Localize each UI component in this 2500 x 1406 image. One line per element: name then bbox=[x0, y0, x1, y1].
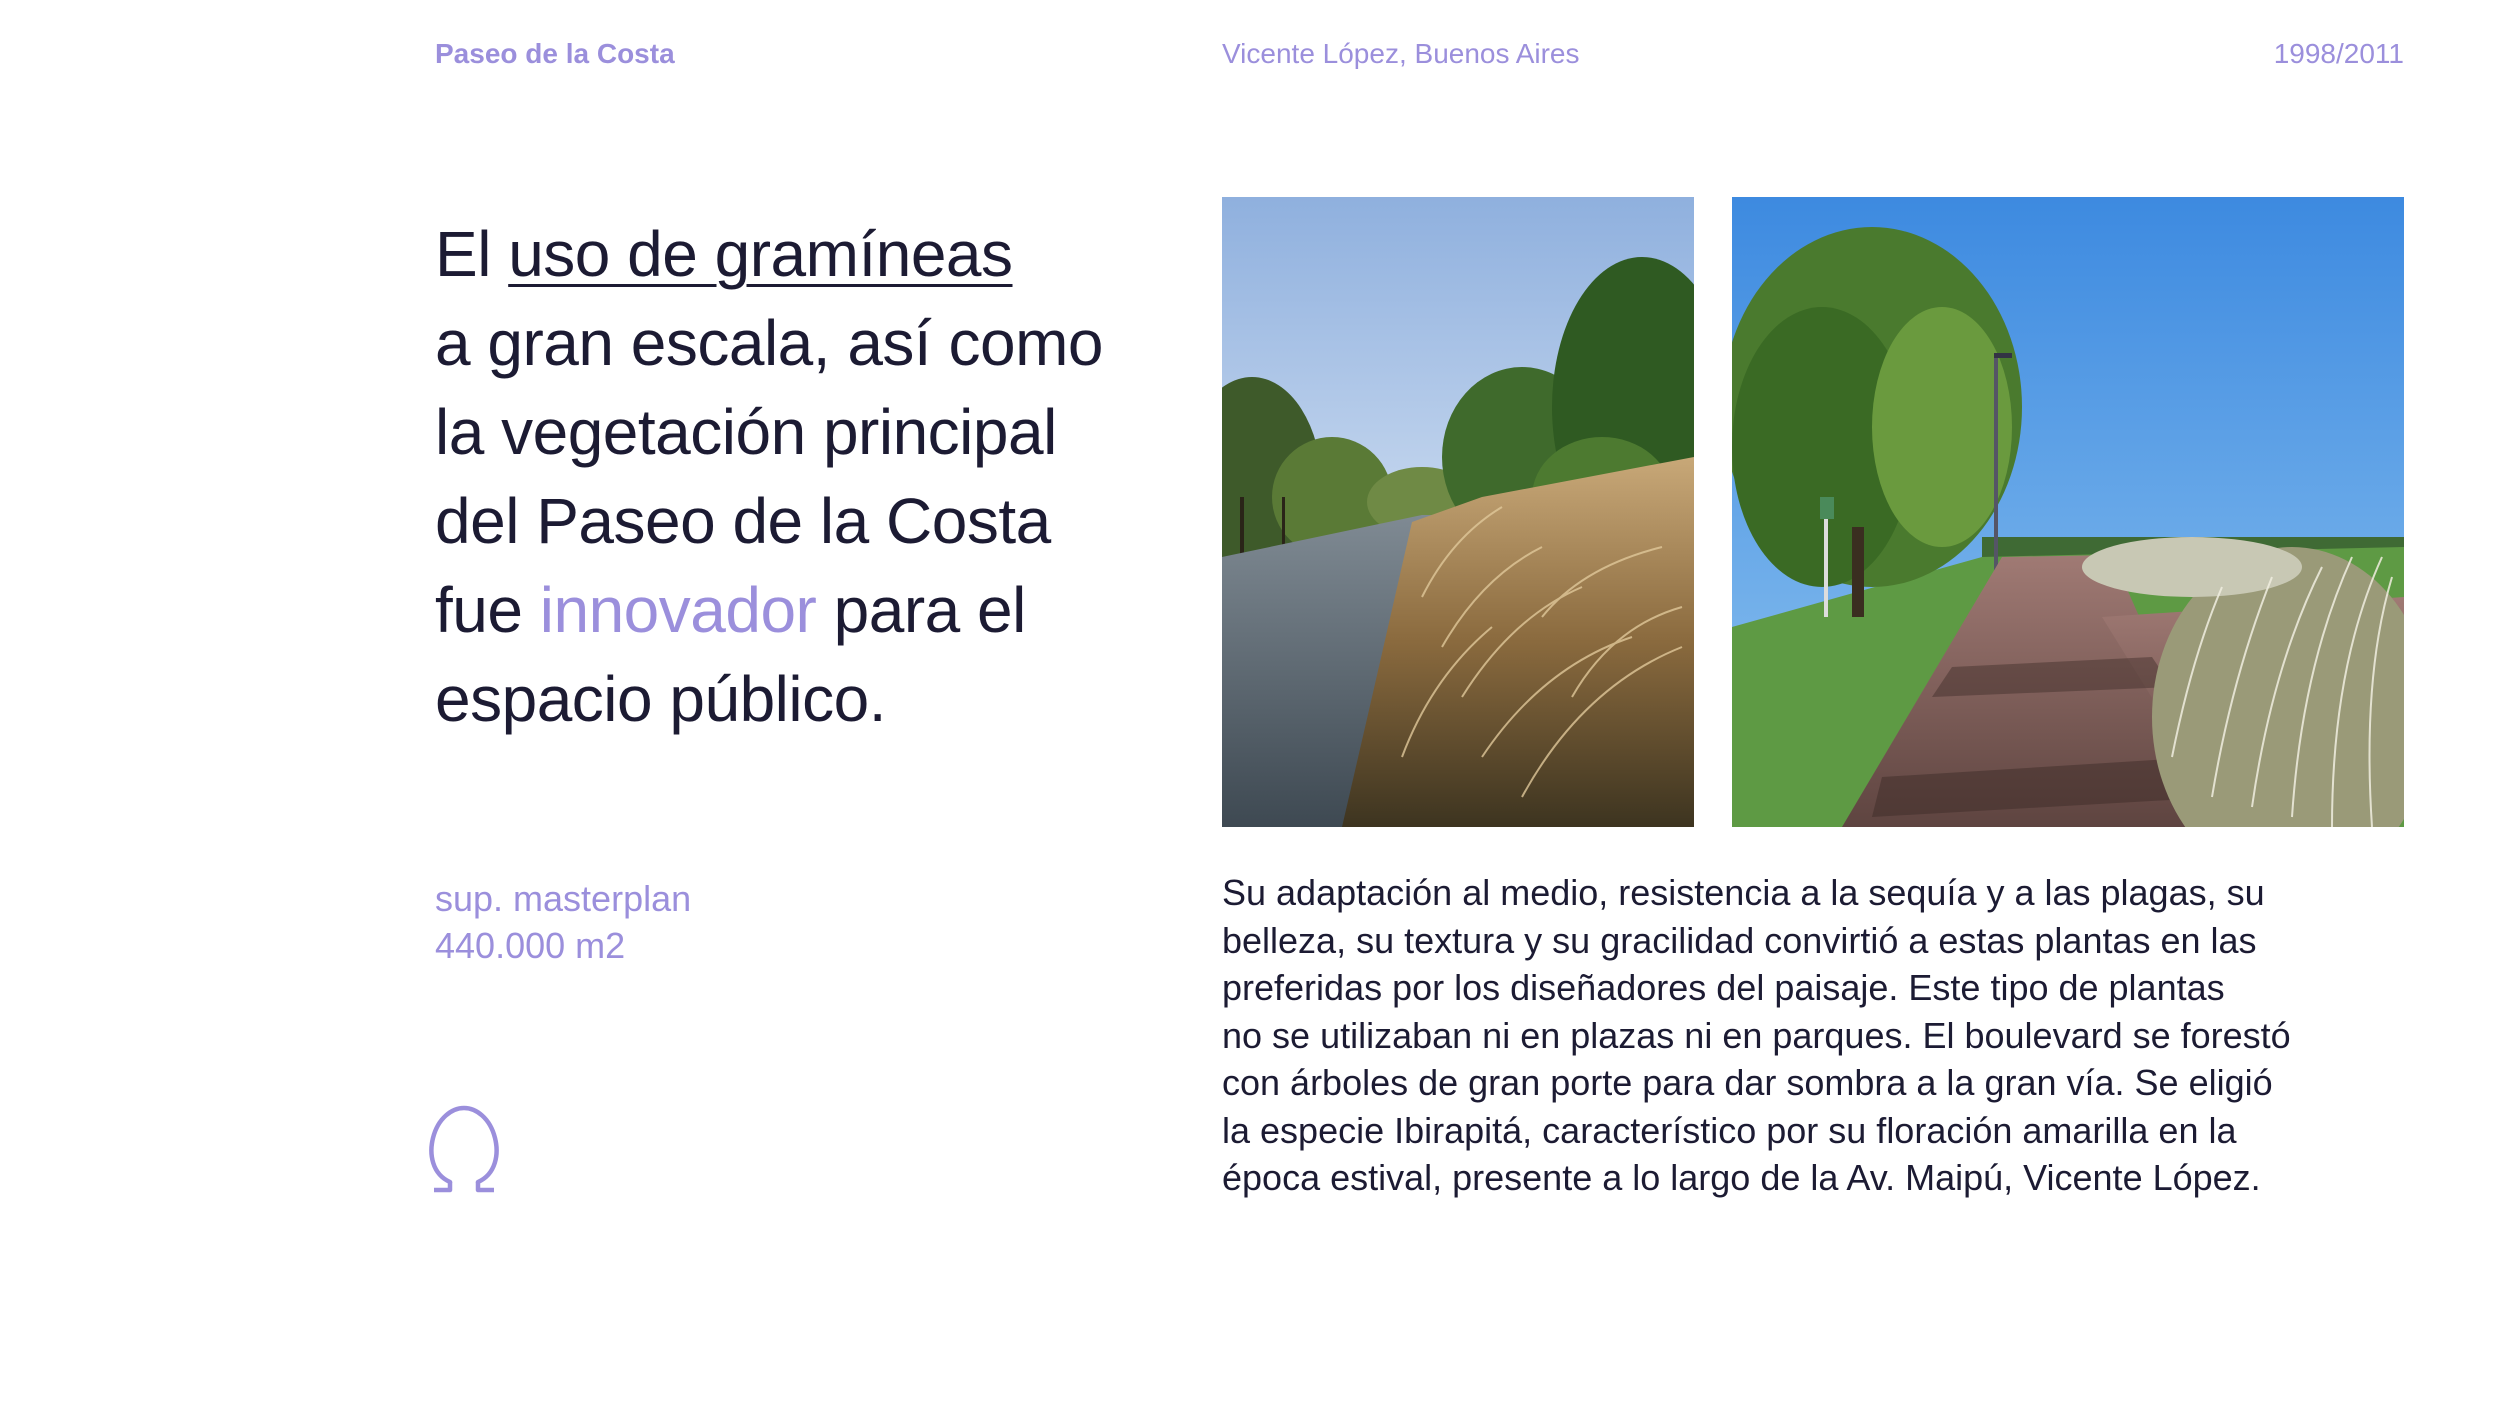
headline-line-4: del Paseo de la Costa bbox=[435, 485, 1051, 557]
header-project-name: Paseo de la Costa bbox=[435, 38, 675, 69]
description-paragraph bbox=[1222, 869, 2412, 1202]
stats-value: 440.000 m2 bbox=[435, 925, 626, 966]
photo-paved-path-willow bbox=[1732, 197, 2404, 827]
tree-logo-icon bbox=[428, 1100, 500, 1194]
description-line: no se utilizaban ni en plazas ni en parques. El boulevard se forestó bbox=[1222, 1014, 2291, 1056]
header-years: 1998/2011 bbox=[2273, 38, 2404, 69]
headline-line-5-after: para el bbox=[816, 574, 1026, 646]
headline-line-2: a gran escala, así como bbox=[435, 307, 1103, 379]
headline-prefix: El bbox=[435, 218, 509, 290]
headline-line-5 bbox=[435, 566, 1195, 655]
headline-line-1 bbox=[435, 210, 1195, 299]
description-line: la especie Ibirapitá, característico por su floración amarilla en la bbox=[1222, 1109, 2237, 1151]
headline-highlight: innovador bbox=[539, 574, 817, 646]
headline-line-6: espacio público. bbox=[435, 663, 886, 735]
headline-underlined-phrase: uso de gramíneas bbox=[508, 218, 1013, 290]
stats-label: sup. masterplan bbox=[435, 878, 692, 919]
description-line: con árboles de gran porte para dar sombra a la gran vía. Se eligió bbox=[1222, 1062, 2273, 1103]
header-location: Vicente López, Buenos Aires bbox=[1222, 38, 1580, 69]
headline-line-3: la vegetación principal bbox=[435, 396, 1057, 468]
headline bbox=[435, 210, 1195, 744]
masterplan-stats bbox=[435, 875, 691, 969]
description-line: época estival, presente a lo largo de la Av. Maipú, Vicente López. bbox=[1222, 1157, 2261, 1198]
photo-road-grasses bbox=[1222, 197, 1694, 827]
headline-line-5-before: fue bbox=[435, 574, 540, 646]
description-line: preferidas por los diseñadores del paisaje. Este tipo de plantas bbox=[1222, 967, 2225, 1008]
description-line: Su adaptación al medio, resistencia a la sequía y a las plagas, su bbox=[1222, 872, 2265, 913]
description-line: belleza, su textura y su gracilidad convirtió a estas plantas en las bbox=[1222, 919, 2257, 961]
